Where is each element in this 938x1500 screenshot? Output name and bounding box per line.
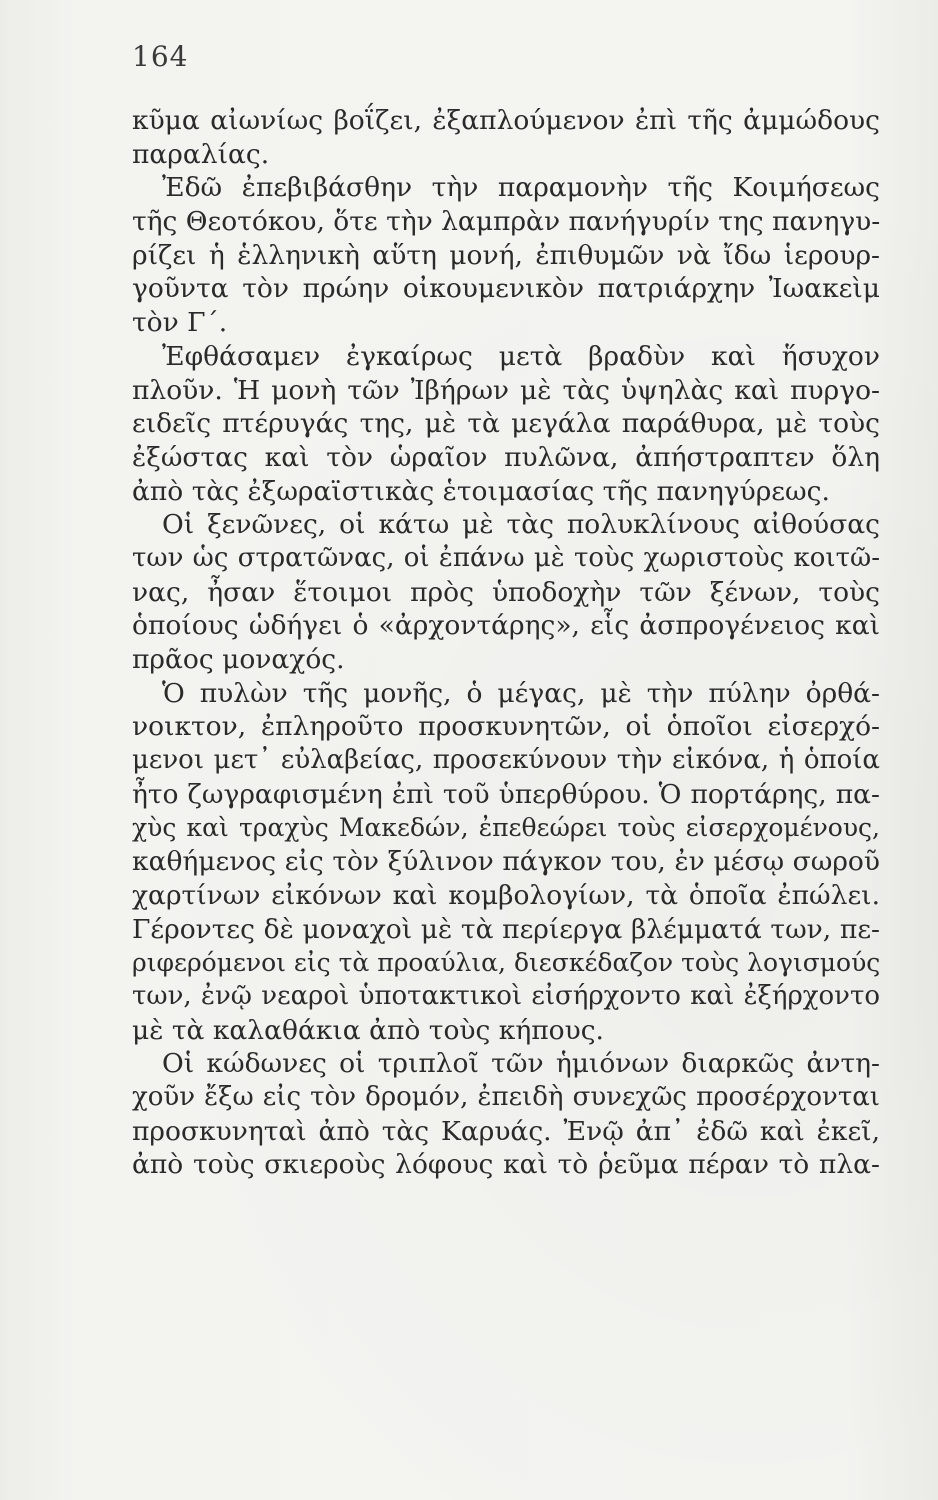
- text-line: νας, ἦσαν ἕτοιμοι πρὸς ὑποδοχὴν τῶν ξένων, τοὺς: [132, 576, 880, 608]
- text-line: ἐξώστας καὶ τὸν ὡραῖον πυλῶνα, ἀπήστραπτεν ὅλη: [132, 441, 880, 473]
- text-line: κῦμα αἰωνίως βοΐζει, ἐξαπλούμενον ἐπὶ τῆς ἀμμώδους: [132, 105, 880, 136]
- text-line: παραλίας.: [132, 138, 270, 170]
- text-line: Ἐφθάσαμεν ἐγκαίρως μετὰ βραδὺν καὶ ἥσυχον: [162, 340, 880, 372]
- text-line: ειδεῖς πτέρυγάς της, μὲ τὰ μεγάλα παράθυρα, μὲ τοὺς: [132, 408, 880, 440]
- text-line: μὲ τὰ καλαθάκια ἀπὸ τοὺς κήπους.: [132, 1014, 604, 1046]
- text-line: πλοῦν. Ἡ μονὴ τῶν Ἰβήρων μὲ τὰς ὑψηλὰς καὶ πυργο-: [132, 374, 880, 406]
- text-line: χαρτίνων εἰκόνων καὶ κομβολογίων, τὰ ὁποῖα ἐπώλει.: [132, 879, 880, 911]
- text-line: τῆς Θεοτόκου, ὅτε τὴν λαμπρὰν πανήγυρίν της πανηγυ-: [132, 206, 881, 238]
- text-line: πρᾶος μοναχός.: [132, 644, 345, 675]
- text-line: μενοι μετ᾽ εὐλαβείας, προσεκύνουν τὴν εἰκόνα, ἡ ὁποία: [132, 745, 880, 776]
- text-line: προσκυνηταὶ ἀπὸ τὰς Καρυάς. Ἐνῷ ἀπ᾽ ἐδῶ καὶ ἐκεῖ,: [132, 1115, 880, 1147]
- text-line: ρίζει ἡ ἑλληνικὴ αὕτη μονή, ἐπιθυμῶν νὰ ἴδω ἱερουρ-: [132, 239, 880, 271]
- text-line: τὸν Γ΄.: [132, 307, 228, 339]
- text-line: ριφερόμενοι εἰς τὰ προαύλια, διεσκέδαζον τοὺς λογισμούς: [132, 948, 881, 978]
- text-line: Γέροντες δὲ μοναχοὶ μὲ τὰ περίεργα βλέμματά των, πε-: [132, 913, 880, 945]
- text-line: των ὡς στρατῶνας, οἱ ἐπάνω μὲ τοὺς χωριστοὺς κοιτῶ-: [132, 542, 880, 573]
- text-line: καθήμενος εἰς τὸν ξύλινον πάγκον του, ἐν μέσῳ σωροῦ: [132, 846, 880, 878]
- text-line: Ἐδῶ ἐπεβιβάσθην τὴν παραμονὴν τῆς Κοιμήσεως: [162, 172, 880, 204]
- text-line: ἀπὸ τοὺς σκιεροὺς λόφους καὶ τὸ ῥεῦμα πέραν τὸ πλα-: [132, 1149, 880, 1181]
- text-line: Ὁ πυλὼν τῆς μονῆς, ὁ μέγας, μὲ τὴν πύλην ὀρθά-: [162, 677, 880, 709]
- text-line: ἦτο ζωγραφισμένη ἐπὶ τοῦ ὑπερθύρου. Ὁ πορτάρης, πα-: [132, 778, 880, 810]
- text-line: γοῦντα τὸν πρώην οἰκουμενικὸν πατριάρχην Ἰωακεὶμ: [132, 273, 880, 305]
- text-line: Οἱ κώδωνες οἱ τριπλοῖ τῶν ἡμιόνων διαρκῶς ἀντη-: [162, 1048, 880, 1080]
- text-line: νοικτον, ἐπληροῦτο προσκυνητῶν, οἱ ὁποῖοι εἰσερχό-: [132, 711, 880, 743]
- text-line: ὁποίους ὡδήγει ὁ «ἀρχοντάρης», εἷς ἀσπρογένειος καὶ: [132, 610, 880, 642]
- text-line: Οἱ ξενῶνες, οἱ κάτω μὲ τὰς πολυκλίνους αἰθούσας: [162, 509, 880, 541]
- body-text: [132, 104, 880, 1182]
- page-number: 164: [132, 40, 189, 73]
- text-line: των, ἐνῷ νεαροὶ ὑποτακτικοὶ εἰσήρχοντο καὶ ἐξήρχοντο: [132, 980, 880, 1011]
- text-line: χοῦν ἔξω εἰς τὸν δρομόν, ἐπειδὴ συνεχῶς προσέρχονται: [132, 1081, 880, 1112]
- text-line: χὺς καὶ τραχὺς Μακεδών, ἐπεθεώρει τοὺς εἰσερχομένους,: [132, 813, 880, 843]
- text-line: ἀπὸ τὰς ἐξωραϊστικὰς ἑτοιμασίας τῆς πανηγύρεως.: [132, 475, 830, 507]
